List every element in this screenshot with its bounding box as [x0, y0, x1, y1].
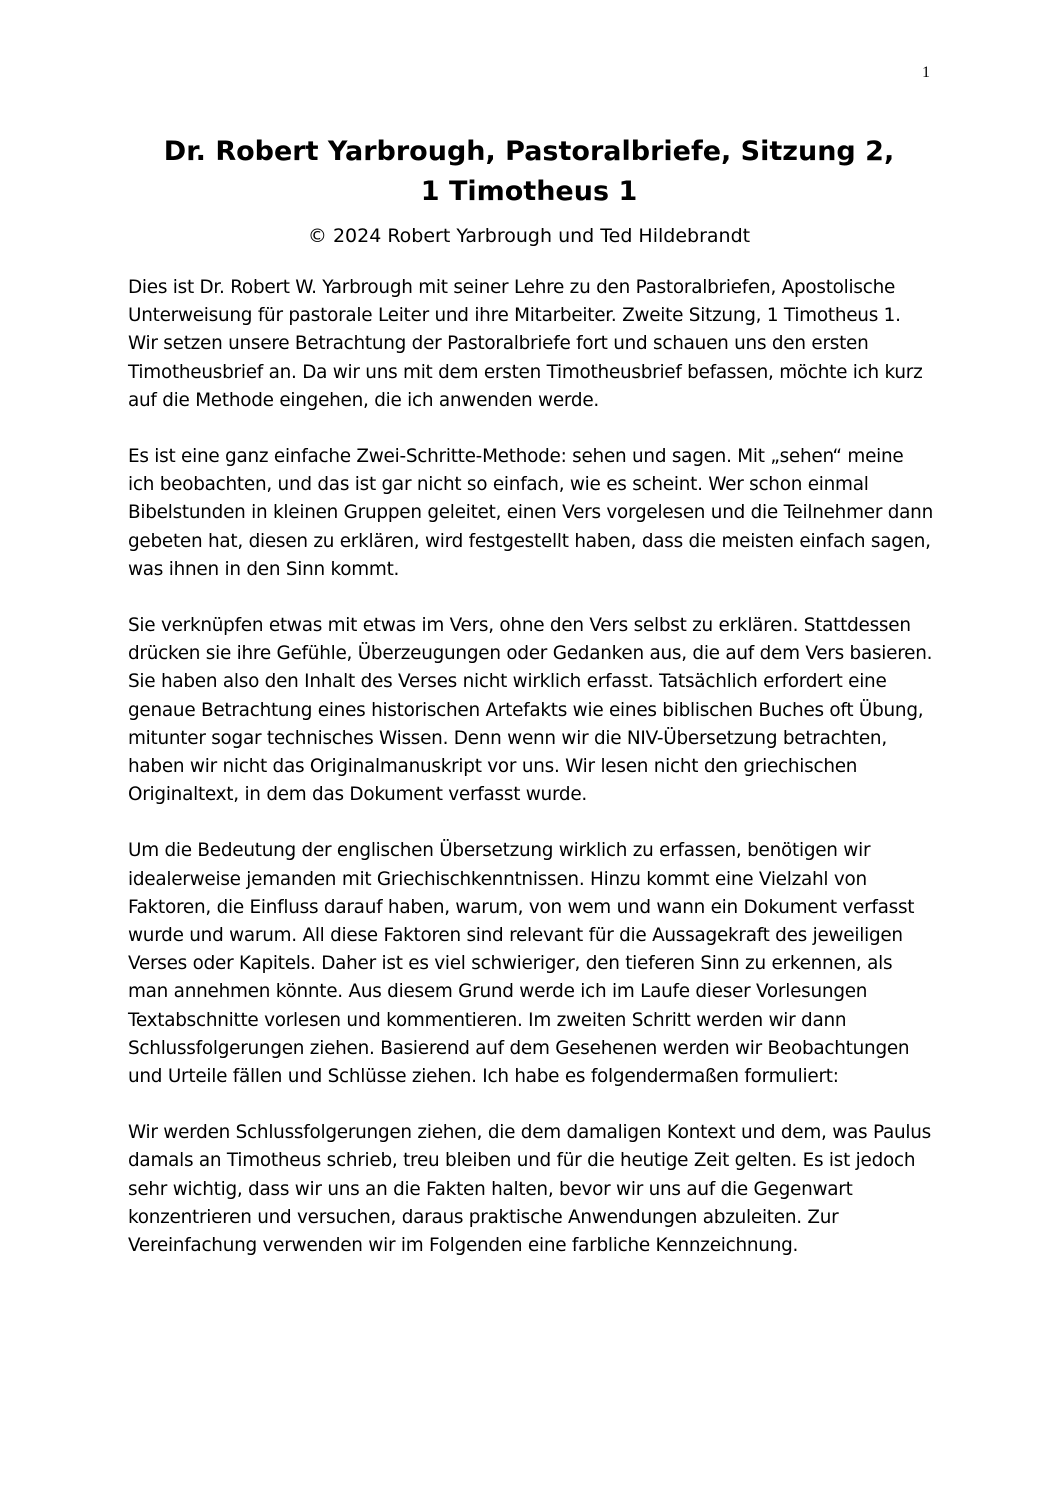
title-block	[0, 132, 1058, 250]
title-line-2: 1 Timotheus 1	[420, 176, 638, 207]
document-title	[0, 132, 1058, 212]
document-body	[128, 274, 933, 1260]
paragraph-4: Sie verknüpfen etwas mit etwas im Vers, ohne den Vers selbst zu erklären. Stattdessen drücken sie ihre Gefühle, Überzeugungen oder Gedanken aus, die auf dem Vers basieren. Sie haben also den Inhalt des Verses nicht wirklich erfasst. Tatsächlich erfordert eine genaue Betrachtung eines historischen Artefakts wie eines biblischen Buches oft Übung, mitunter sogar technisches Wissen. Denn wenn wir die NIV-Übersetzung betrachten, haben wir nicht das Originalmanuskript vor uns. Wir lesen nicht den griechischen Originaltext, in dem das Dokument verfasst wurde.	[128, 615, 933, 806]
title-line-1: Dr. Robert Yarbrough, Pastoralbriefe, Sitzung 2,	[163, 136, 895, 167]
paragraph-6: Wir werden Schlussfolgerungen ziehen, die dem damaligen Kontext und dem, was Paulus damals an Timotheus schrieb, treu bleiben und für die heutige Zeit gelten. Es ist jedoch sehr wichtig, dass wir uns an die Fakten halten, bevor wir uns auf die Gegenwart konzentrieren und versuchen, daraus praktische Anwendungen abzuleiten. Zur Vereinfachung verwenden wir im Folgenden eine farbliche Kennzeichnung.	[128, 1122, 932, 1257]
paragraph-5: Um die Bedeutung der englischen Übersetzung wirklich zu erfassen, benötigen wir idealerweise jemanden mit Griechischkenntnissen. Hinzu kommt eine Vielzahl von Faktoren, die Einfluss darauf haben, warum, von wem und wann ein Dokument verfasst wurde und warum. All diese Faktoren sind relevant für die Aussagekraft des jeweiligen Verses oder Kapitels. Daher ist es viel schwieriger, den tieferen Sinn zu erkennen, als man annehmen könnte. Aus diesem Grund werde ich im Laufe dieser Vorlesungen Textabschnitte vorlesen und kommentieren. Im zweiten Schritt werden wir dann Schlussfolgerungen ziehen. Basierend auf dem Gesehenen werden wir Beobachtungen und Urteile fällen und Schlüsse ziehen. Ich habe es folgendermaßen formuliert:	[128, 840, 915, 1088]
copyright-line: © 2024 Robert Yarbrough und Ted Hildebrandt	[307, 225, 751, 247]
page-number: 1	[922, 64, 930, 81]
paragraph-2: Wir setzen unsere Betrachtung der Pastoralbriefe fort und schauen uns den ersten Timotheusbrief an. Da wir uns mit dem ersten Timotheusbrief befassen, möchte ich kurz auf die Methode eingehen, die ich anwenden werde.	[128, 333, 923, 411]
paragraph-3: Es ist eine ganz einfache Zwei-Schritte-Methode: sehen und sagen. Mit „sehen“ meine ich beobachten, und das ist gar nicht so einfach, wie es scheint. Wer schon einmal Bibelstunden in kleinen Gruppen geleitet, einen Vers vorgelesen und die Teilnehmer dann gebeten hat, diesen zu erklären, wird festgestellt haben, dass die meisten einfach sagen, was ihnen in den Sinn kommt.	[128, 446, 933, 580]
paragraph-1: Dies ist Dr. Robert W. Yarbrough mit seiner Lehre zu den Pastoralbriefen, Apostolische Unterweisung für pastorale Leiter und ihre Mitarbeiter. Zweite Sitzung, 1 Timotheus 1.	[128, 277, 901, 327]
